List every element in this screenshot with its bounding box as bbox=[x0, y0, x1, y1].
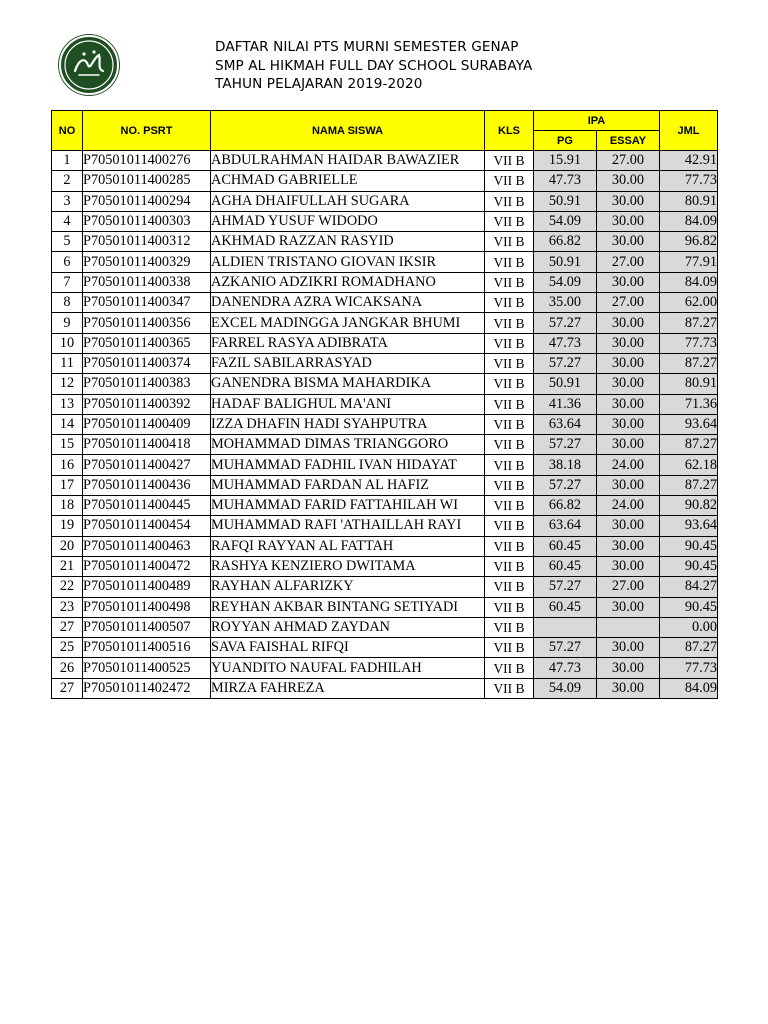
grades-table bbox=[51, 110, 718, 699]
cell-jml: 84.09 bbox=[660, 272, 718, 292]
cell-kls: VII B bbox=[485, 475, 534, 495]
cell-kls: VII B bbox=[485, 678, 534, 698]
cell-nama: MIRZA FAHREZA bbox=[211, 678, 485, 698]
table-row bbox=[52, 191, 718, 211]
cell-nama: SAVA FAISHAL RIFQI bbox=[211, 638, 485, 658]
cell-pg: 57.27 bbox=[534, 475, 597, 495]
cell-nama: MUHAMMAD FARID FATTAHILAH WI bbox=[211, 496, 485, 516]
cell-pg: 41.36 bbox=[534, 394, 597, 414]
header-pg: PG bbox=[534, 131, 597, 151]
cell-no: 21 bbox=[52, 556, 83, 576]
grades-table-body bbox=[52, 151, 718, 699]
cell-nama: RAFQI RAYYAN AL FATTAH bbox=[211, 536, 485, 556]
cell-psrt: P70501011400347 bbox=[83, 293, 211, 313]
cell-kls: VII B bbox=[485, 496, 534, 516]
table-row bbox=[52, 232, 718, 252]
cell-nama: MUHAMMAD FARDAN AL HAFIZ bbox=[211, 475, 485, 495]
cell-jml: 90.45 bbox=[660, 597, 718, 617]
cell-kls: VII B bbox=[485, 414, 534, 434]
school-logo bbox=[59, 35, 119, 95]
cell-psrt: P70501011400507 bbox=[83, 617, 211, 637]
cell-no: 27 bbox=[52, 617, 83, 637]
cell-pg: 50.91 bbox=[534, 252, 597, 272]
table-row bbox=[52, 293, 718, 313]
cell-no: 19 bbox=[52, 516, 83, 536]
cell-no: 17 bbox=[52, 475, 83, 495]
cell-pg bbox=[534, 617, 597, 637]
table-row bbox=[52, 455, 718, 475]
cell-jml: 87.27 bbox=[660, 475, 718, 495]
cell-essay: 30.00 bbox=[597, 171, 660, 191]
cell-jml: 77.73 bbox=[660, 171, 718, 191]
cell-jml: 62.18 bbox=[660, 455, 718, 475]
cell-psrt: P70501011400338 bbox=[83, 272, 211, 292]
cell-psrt: P70501011400489 bbox=[83, 577, 211, 597]
table-row bbox=[52, 516, 718, 536]
cell-pg: 47.73 bbox=[534, 333, 597, 353]
cell-jml: 87.27 bbox=[660, 313, 718, 333]
table-row bbox=[52, 171, 718, 191]
cell-jml: 90.82 bbox=[660, 496, 718, 516]
cell-essay: 30.00 bbox=[597, 272, 660, 292]
cell-kls: VII B bbox=[485, 313, 534, 333]
header-psrt: NO. PSRT bbox=[83, 111, 211, 151]
cell-no: 23 bbox=[52, 597, 83, 617]
cell-no: 11 bbox=[52, 353, 83, 373]
cell-psrt: P70501011400303 bbox=[83, 211, 211, 231]
cell-no: 10 bbox=[52, 333, 83, 353]
cell-pg: 63.64 bbox=[534, 516, 597, 536]
cell-pg: 66.82 bbox=[534, 232, 597, 252]
cell-pg: 57.27 bbox=[534, 577, 597, 597]
cell-kls: VII B bbox=[485, 252, 534, 272]
cell-nama: ACHMAD GABRIELLE bbox=[211, 171, 485, 191]
cell-pg: 47.73 bbox=[534, 658, 597, 678]
table-row bbox=[52, 617, 718, 637]
cell-kls: VII B bbox=[485, 435, 534, 455]
cell-psrt: P70501011400294 bbox=[83, 191, 211, 211]
cell-nama: AZKANIO ADZIKRI ROMADHANO bbox=[211, 272, 485, 292]
cell-essay: 30.00 bbox=[597, 191, 660, 211]
cell-pg: 50.91 bbox=[534, 191, 597, 211]
cell-jml: 87.27 bbox=[660, 435, 718, 455]
cell-kls: VII B bbox=[485, 394, 534, 414]
cell-essay: 30.00 bbox=[597, 313, 660, 333]
cell-nama: ABDULRAHMAN HAIDAR BAWAZIER bbox=[211, 151, 485, 171]
header-jml: JML bbox=[660, 111, 718, 151]
cell-jml: 87.27 bbox=[660, 353, 718, 373]
cell-psrt: P70501011400374 bbox=[83, 353, 211, 373]
cell-nama: IZZA DHAFIN HADI SYAHPUTRA bbox=[211, 414, 485, 434]
cell-essay: 30.00 bbox=[597, 556, 660, 576]
cell-no: 4 bbox=[52, 211, 83, 231]
cell-jml: 42.91 bbox=[660, 151, 718, 171]
cell-no: 2 bbox=[52, 171, 83, 191]
cell-psrt: P70501011400454 bbox=[83, 516, 211, 536]
cell-kls: VII B bbox=[485, 556, 534, 576]
cell-essay bbox=[597, 617, 660, 637]
cell-jml: 87.27 bbox=[660, 638, 718, 658]
cell-psrt: P70501011400392 bbox=[83, 394, 211, 414]
cell-jml: 80.91 bbox=[660, 374, 718, 394]
cell-pg: 47.73 bbox=[534, 171, 597, 191]
table-row bbox=[52, 374, 718, 394]
table-row bbox=[52, 313, 718, 333]
cell-no: 1 bbox=[52, 151, 83, 171]
cell-kls: VII B bbox=[485, 536, 534, 556]
table-row bbox=[52, 577, 718, 597]
table-row bbox=[52, 475, 718, 495]
cell-essay: 30.00 bbox=[597, 414, 660, 434]
cell-psrt: P70501011400312 bbox=[83, 232, 211, 252]
cell-nama: MUHAMMAD RAFI 'ATHAILLAH RAYI bbox=[211, 516, 485, 536]
cell-jml: 62.00 bbox=[660, 293, 718, 313]
cell-nama: AHMAD YUSUF WIDODO bbox=[211, 211, 485, 231]
table-row bbox=[52, 496, 718, 516]
table-row bbox=[52, 211, 718, 231]
cell-psrt: P70501011400427 bbox=[83, 455, 211, 475]
cell-nama: GANENDRA BISMA MAHARDIKA bbox=[211, 374, 485, 394]
cell-essay: 30.00 bbox=[597, 353, 660, 373]
cell-pg: 57.27 bbox=[534, 638, 597, 658]
cell-pg: 35.00 bbox=[534, 293, 597, 313]
cell-psrt: P70501011400365 bbox=[83, 333, 211, 353]
cell-pg: 54.09 bbox=[534, 211, 597, 231]
cell-essay: 30.00 bbox=[597, 658, 660, 678]
cell-no: 20 bbox=[52, 536, 83, 556]
cell-jml: 84.09 bbox=[660, 678, 718, 698]
cell-jml: 90.45 bbox=[660, 536, 718, 556]
cell-nama: MUHAMMAD FADHIL IVAN HIDAYAT bbox=[211, 455, 485, 475]
cell-jml: 0.00 bbox=[660, 617, 718, 637]
cell-no: 9 bbox=[52, 313, 83, 333]
cell-kls: VII B bbox=[485, 293, 534, 313]
cell-jml: 71.36 bbox=[660, 394, 718, 414]
title-line-1: DAFTAR NILAI PTS MURNI SEMESTER GENAP bbox=[215, 39, 519, 55]
cell-psrt: P70501011400472 bbox=[83, 556, 211, 576]
cell-jml: 80.91 bbox=[660, 191, 718, 211]
cell-no: 6 bbox=[52, 252, 83, 272]
table-row bbox=[52, 638, 718, 658]
cell-nama: EXCEL MADINGGA JANGKAR BHUMI bbox=[211, 313, 485, 333]
cell-kls: VII B bbox=[485, 638, 534, 658]
cell-no: 8 bbox=[52, 293, 83, 313]
cell-no: 25 bbox=[52, 638, 83, 658]
cell-essay: 30.00 bbox=[597, 638, 660, 658]
cell-nama: YUANDITO NAUFAL FADHILAH bbox=[211, 658, 485, 678]
cell-kls: VII B bbox=[485, 353, 534, 373]
table-row bbox=[52, 333, 718, 353]
cell-jml: 77.73 bbox=[660, 333, 718, 353]
cell-essay: 30.00 bbox=[597, 516, 660, 536]
cell-jml: 93.64 bbox=[660, 414, 718, 434]
cell-psrt: P70501011400498 bbox=[83, 597, 211, 617]
cell-pg: 54.09 bbox=[534, 272, 597, 292]
cell-kls: VII B bbox=[485, 658, 534, 678]
cell-jml: 84.09 bbox=[660, 211, 718, 231]
cell-psrt: P70501011400276 bbox=[83, 151, 211, 171]
cell-psrt: P70501011400329 bbox=[83, 252, 211, 272]
table-row bbox=[52, 414, 718, 434]
table-row bbox=[52, 252, 718, 272]
title-line-2: SMP AL HIKMAH FULL DAY SCHOOL SURABAYA bbox=[215, 57, 533, 74]
cell-jml: 77.91 bbox=[660, 252, 718, 272]
cell-psrt: P70501011400516 bbox=[83, 638, 211, 658]
cell-no: 26 bbox=[52, 658, 83, 678]
cell-pg: 57.27 bbox=[534, 353, 597, 373]
cell-essay: 27.00 bbox=[597, 293, 660, 313]
cell-kls: VII B bbox=[485, 333, 534, 353]
cell-no: 15 bbox=[52, 435, 83, 455]
table-row bbox=[52, 556, 718, 576]
cell-psrt: P70501011400383 bbox=[83, 374, 211, 394]
cell-essay: 27.00 bbox=[597, 577, 660, 597]
cell-kls: VII B bbox=[485, 151, 534, 171]
cell-essay: 24.00 bbox=[597, 496, 660, 516]
cell-no: 16 bbox=[52, 455, 83, 475]
cell-essay: 30.00 bbox=[597, 211, 660, 231]
table-row bbox=[52, 536, 718, 556]
cell-psrt: P70501011400463 bbox=[83, 536, 211, 556]
cell-no: 3 bbox=[52, 191, 83, 211]
cell-essay: 30.00 bbox=[597, 475, 660, 495]
cell-pg: 50.91 bbox=[534, 374, 597, 394]
cell-nama: MOHAMMAD DIMAS TRIANGGORO bbox=[211, 435, 485, 455]
cell-kls: VII B bbox=[485, 374, 534, 394]
cell-essay: 30.00 bbox=[597, 597, 660, 617]
document-title-block bbox=[215, 38, 532, 94]
cell-essay: 30.00 bbox=[597, 333, 660, 353]
cell-nama: ALDIEN TRISTANO GIOVAN IKSIR bbox=[211, 252, 485, 272]
cell-essay: 24.00 bbox=[597, 455, 660, 475]
cell-essay: 30.00 bbox=[597, 435, 660, 455]
cell-kls: VII B bbox=[485, 232, 534, 252]
table-row bbox=[52, 435, 718, 455]
cell-no: 14 bbox=[52, 414, 83, 434]
cell-nama: RASHYA KENZIERO DWITAMA bbox=[211, 556, 485, 576]
title-line-3: TAHUN PELAJARAN 2019-2020 bbox=[215, 76, 423, 92]
cell-jml: 90.45 bbox=[660, 556, 718, 576]
table-row bbox=[52, 597, 718, 617]
cell-essay: 30.00 bbox=[597, 678, 660, 698]
cell-pg: 60.45 bbox=[534, 556, 597, 576]
cell-kls: VII B bbox=[485, 597, 534, 617]
cell-nama: RAYHAN ALFARIZKY bbox=[211, 577, 485, 597]
cell-jml: 96.82 bbox=[660, 232, 718, 252]
header-nama: NAMA SISWA bbox=[211, 111, 485, 151]
cell-pg: 66.82 bbox=[534, 496, 597, 516]
cell-no: 22 bbox=[52, 577, 83, 597]
cell-kls: VII B bbox=[485, 455, 534, 475]
school-emblem-icon bbox=[61, 37, 117, 93]
cell-psrt: P70501011400356 bbox=[83, 313, 211, 333]
cell-no: 18 bbox=[52, 496, 83, 516]
cell-essay: 27.00 bbox=[597, 151, 660, 171]
cell-psrt: P70501011400409 bbox=[83, 414, 211, 434]
cell-psrt: P70501011400445 bbox=[83, 496, 211, 516]
table-row bbox=[52, 658, 718, 678]
cell-psrt: P70501011400436 bbox=[83, 475, 211, 495]
cell-nama: HADAF BALIGHUL MA'ANI bbox=[211, 394, 485, 414]
cell-essay: 27.00 bbox=[597, 252, 660, 272]
cell-psrt: P70501011402472 bbox=[83, 678, 211, 698]
cell-pg: 15.91 bbox=[534, 151, 597, 171]
cell-jml: 93.64 bbox=[660, 516, 718, 536]
cell-pg: 57.27 bbox=[534, 313, 597, 333]
cell-no: 13 bbox=[52, 394, 83, 414]
cell-kls: VII B bbox=[485, 272, 534, 292]
header-kls: KLS bbox=[485, 111, 534, 151]
cell-psrt: P70501011400285 bbox=[83, 171, 211, 191]
cell-nama: FARREL RASYA ADIBRATA bbox=[211, 333, 485, 353]
cell-kls: VII B bbox=[485, 516, 534, 536]
header-ipa: IPA bbox=[534, 111, 660, 131]
cell-essay: 30.00 bbox=[597, 232, 660, 252]
cell-nama: FAZIL SABILARRASYAD bbox=[211, 353, 485, 373]
cell-no: 7 bbox=[52, 272, 83, 292]
cell-no: 27 bbox=[52, 678, 83, 698]
header-essay: ESSAY bbox=[597, 131, 660, 151]
cell-psrt: P70501011400418 bbox=[83, 435, 211, 455]
table-row bbox=[52, 272, 718, 292]
cell-kls: VII B bbox=[485, 171, 534, 191]
cell-kls: VII B bbox=[485, 617, 534, 637]
cell-no: 12 bbox=[52, 374, 83, 394]
cell-nama: DANENDRA AZRA WICAKSANA bbox=[211, 293, 485, 313]
cell-essay: 30.00 bbox=[597, 536, 660, 556]
cell-kls: VII B bbox=[485, 191, 534, 211]
cell-nama: AKHMAD RAZZAN RASYID bbox=[211, 232, 485, 252]
header-no: NO bbox=[52, 111, 83, 151]
cell-kls: VII B bbox=[485, 211, 534, 231]
cell-kls: VII B bbox=[485, 577, 534, 597]
cell-pg: 57.27 bbox=[534, 435, 597, 455]
cell-pg: 60.45 bbox=[534, 536, 597, 556]
cell-jml: 77.73 bbox=[660, 658, 718, 678]
table-row bbox=[52, 678, 718, 698]
table-row bbox=[52, 394, 718, 414]
cell-nama: ROYYAN AHMAD ZAYDAN bbox=[211, 617, 485, 637]
table-row bbox=[52, 151, 718, 171]
cell-pg: 54.09 bbox=[534, 678, 597, 698]
cell-pg: 60.45 bbox=[534, 597, 597, 617]
cell-nama: REYHAN AKBAR BINTANG SETIYADI bbox=[211, 597, 485, 617]
cell-nama: AGHA DHAIFULLAH SUGARA bbox=[211, 191, 485, 211]
cell-no: 5 bbox=[52, 232, 83, 252]
cell-jml: 84.27 bbox=[660, 577, 718, 597]
cell-psrt: P70501011400525 bbox=[83, 658, 211, 678]
cell-pg: 63.64 bbox=[534, 414, 597, 434]
cell-pg: 38.18 bbox=[534, 455, 597, 475]
cell-essay: 30.00 bbox=[597, 394, 660, 414]
table-row bbox=[52, 353, 718, 373]
cell-essay: 30.00 bbox=[597, 374, 660, 394]
